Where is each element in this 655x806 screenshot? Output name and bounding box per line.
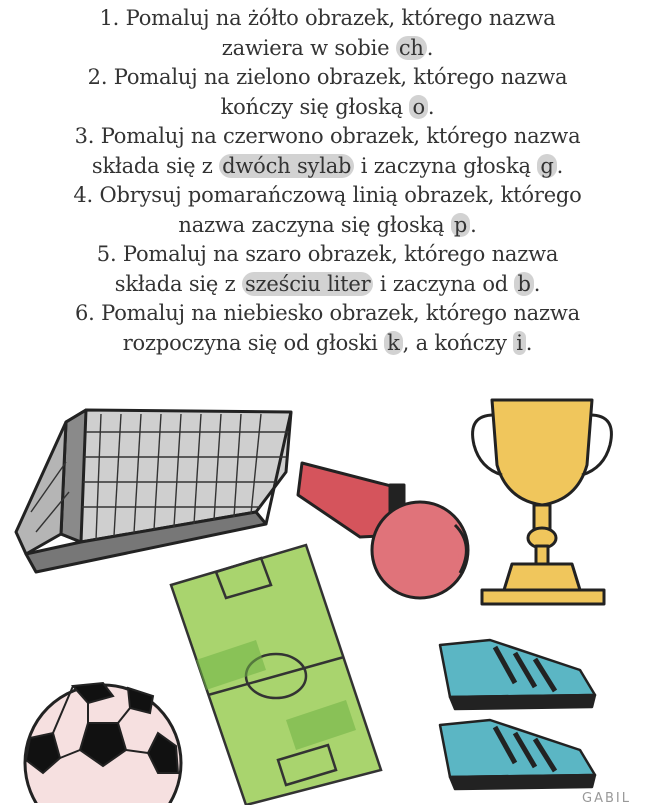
instruction-line [0, 211, 655, 241]
instruction-text: zawiera w sobie [221, 35, 396, 60]
trophy-icon [462, 390, 622, 620]
instruction-line [0, 63, 655, 93]
instruction-3 [0, 122, 655, 181]
highlighted-term: sześciu liter [242, 272, 373, 296]
instruction-line [0, 152, 655, 182]
instruction-line [0, 93, 655, 123]
instruction-line [0, 329, 655, 359]
highlighted-term: dwóch sylab [219, 154, 354, 178]
highlighted-term: k [384, 331, 403, 355]
corner-text: GABIL [582, 791, 631, 806]
instruction-text: i zaczyna od [373, 271, 515, 296]
instruction-4 [0, 181, 655, 240]
instruction-text: nazwa zaczyna się głoską [178, 212, 451, 237]
highlighted-term: p [451, 213, 470, 237]
instruction-1 [0, 4, 655, 63]
pictures-area [0, 360, 655, 806]
football-boots-icon [430, 635, 630, 800]
instruction-text: . [533, 271, 541, 296]
highlighted-term: ch [396, 36, 427, 60]
instruction-text: i zaczyna głoską [354, 153, 538, 178]
instruction-text: . [427, 94, 435, 119]
instruction-text: 3. Pomaluj na czerwono obrazek, którego nazwa [74, 124, 581, 148]
instruction-2 [0, 63, 655, 122]
instruction-text: rozpoczyna się od głoski [122, 330, 385, 355]
instruction-text: . [470, 212, 477, 237]
instruction-text: . [556, 153, 564, 178]
soccer-field-icon [166, 540, 386, 805]
instruction-line [0, 34, 655, 64]
soccer-ball-icon [18, 678, 188, 803]
instruction-line [0, 122, 655, 152]
highlighted-term: i [513, 331, 526, 355]
instruction-text: 6. Pomaluj na niebiesko obrazek, którego nazwa [75, 301, 580, 325]
instruction-line [0, 299, 655, 329]
instruction-text: . [525, 330, 533, 355]
instruction-text: , a kończy [402, 330, 514, 355]
instruction-text: 5. Pomaluj na szaro obrazek, którego nazwa [96, 242, 559, 266]
highlighted-term: g [537, 154, 556, 178]
instruction-text: składa się z [91, 153, 220, 178]
instruction-text: 1. Pomaluj na żółto obrazek, którego nazwa [99, 6, 556, 30]
instruction-line [0, 270, 655, 300]
instruction-text: kończy się głoską [220, 94, 410, 119]
instruction-6 [0, 299, 655, 358]
highlighted-term: b [514, 272, 533, 296]
instruction-text: składa się z [114, 271, 242, 296]
instruction-line [0, 181, 655, 211]
instruction-line [0, 240, 655, 270]
instruction-5 [0, 240, 655, 299]
instruction-line [0, 4, 655, 34]
instruction-text: 2. Pomaluj na zielono obrazek, którego nazwa [87, 65, 568, 89]
highlighted-term: o [409, 95, 427, 119]
instruction-text: . [426, 35, 434, 60]
instructions-list [0, 4, 655, 358]
instruction-text: 4. Obrysuj pomarańczową linią obrazek, którego [73, 183, 582, 207]
